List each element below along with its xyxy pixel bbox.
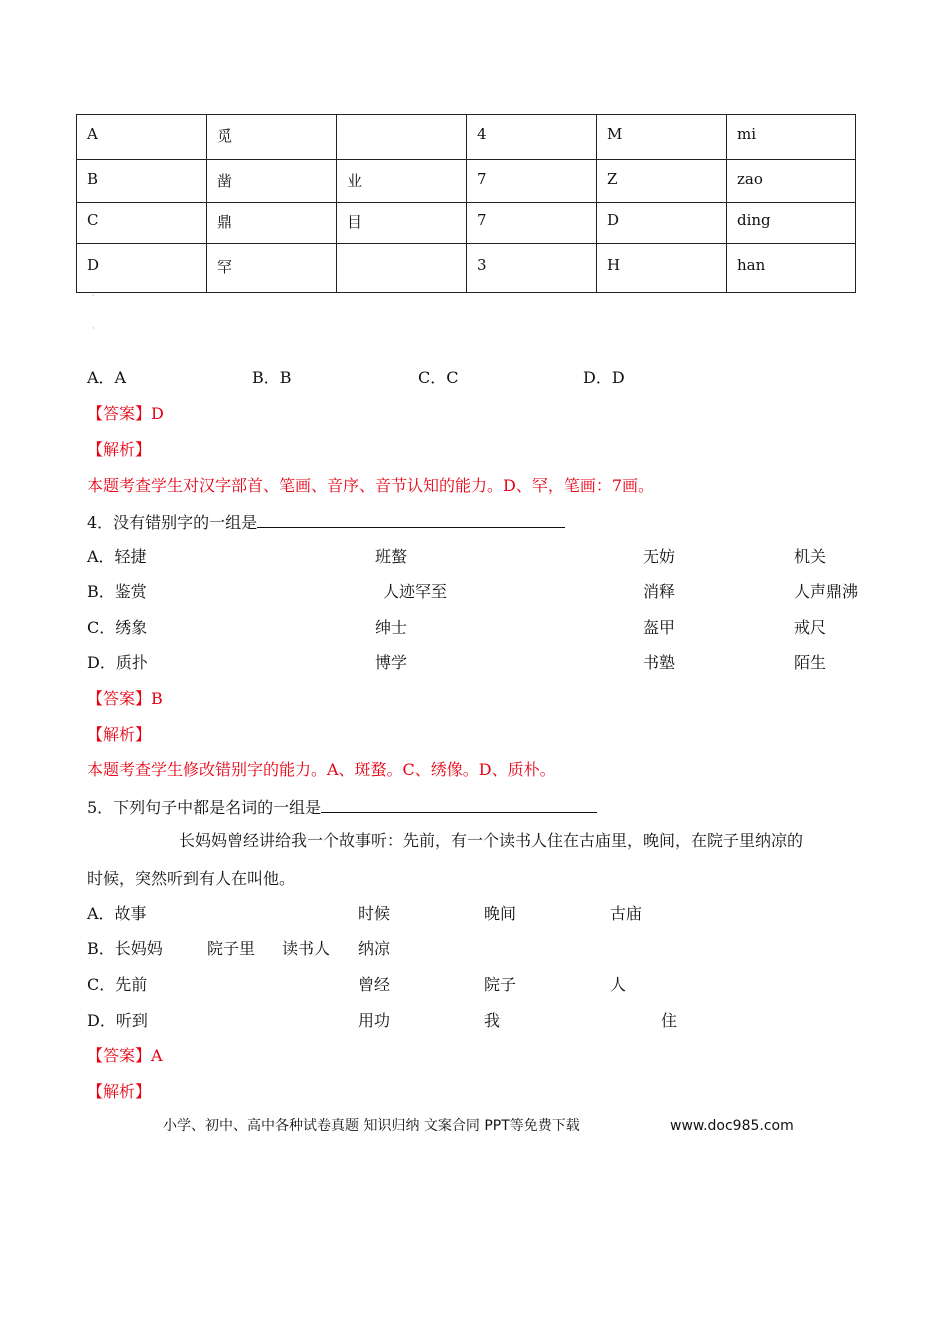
table-cell: C bbox=[77, 203, 207, 244]
q4-option-b-2: 人迹罕至 bbox=[383, 582, 448, 601]
table-cell: D bbox=[77, 244, 207, 293]
table-row bbox=[77, 115, 856, 160]
q4-analysis: 本题考查学生修改错别字的能力。A、斑蝥。C、绣像。D、质朴。 bbox=[87, 760, 556, 779]
q4-option-d-1: D．质扑 bbox=[87, 653, 148, 672]
q5-option-a-1: A．故事 bbox=[87, 904, 147, 923]
q5-option-d-1: D．听到 bbox=[87, 1011, 148, 1030]
q3-analysis: 本题考查学生对汉字部首、笔画、音序、音节认知的能力。D、罕，笔画：7画。 bbox=[87, 476, 655, 495]
q4-option-a-1: A．轻捷 bbox=[87, 547, 147, 566]
q5-option-b-2: 院子里 bbox=[207, 939, 256, 958]
q3-answer: 【答案】D bbox=[87, 404, 164, 423]
q4-stem-text: 4．没有错别字的一组是 bbox=[87, 513, 258, 532]
footer-text: 小学、初中、高中各种试卷真题 知识归纳 文案合同 PPT等免费下载 bbox=[163, 1118, 580, 1134]
q4-option-d-3: 书塾 bbox=[643, 653, 676, 672]
q5-option-d-3: 我 bbox=[484, 1011, 501, 1030]
q4-option-c-3: 盔甲 bbox=[643, 618, 676, 637]
q5-passage-line-1: 长妈妈曾经讲给我一个故事听：先前，有一个读书人住在古庙里，晚间，在院子里纳凉的 bbox=[179, 831, 804, 850]
table-cell: 7 bbox=[467, 160, 597, 203]
table-cell: 4 bbox=[467, 115, 597, 160]
table-cell: D bbox=[597, 203, 727, 244]
q5-option-a-4: 古庙 bbox=[610, 904, 643, 923]
q5-option-b-3: 读书人 bbox=[282, 939, 331, 958]
q5-option-d-4: 住 bbox=[661, 1011, 678, 1030]
q4-option-b-3: 消释 bbox=[643, 582, 676, 601]
q5-option-a-2: 时候 bbox=[358, 904, 391, 923]
q5-option-b-1: B．长妈妈 bbox=[87, 939, 163, 958]
q5-option-c-1: C．先前 bbox=[87, 975, 148, 994]
q4-option-d-2: 博学 bbox=[375, 653, 408, 672]
answer-blank bbox=[321, 796, 597, 813]
paragraph-mark: · bbox=[92, 291, 95, 300]
q5-stem bbox=[87, 796, 597, 818]
table-row bbox=[77, 203, 856, 244]
table-cell: 鼎 bbox=[207, 203, 337, 244]
q4-option-c-2: 绅士 bbox=[375, 618, 408, 637]
q4-option-c-4: 戒尺 bbox=[794, 618, 827, 637]
table-cell bbox=[337, 115, 467, 160]
q3-option-c: C．C bbox=[418, 368, 459, 387]
table-cell: 觅 bbox=[207, 115, 337, 160]
table-cell: B bbox=[77, 160, 207, 203]
q4-option-a-2: 班螯 bbox=[375, 547, 408, 566]
table-row bbox=[77, 244, 856, 293]
q4-option-b-4: 人声鼎沸 bbox=[794, 582, 859, 601]
q3-analysis-label: 【解析】 bbox=[87, 440, 152, 459]
q4-answer: 【答案】B bbox=[87, 689, 163, 708]
table-cell: A bbox=[77, 115, 207, 160]
q5-option-c-2: 曾经 bbox=[358, 975, 391, 994]
q5-answer: 【答案】A bbox=[87, 1046, 163, 1065]
q4-stem bbox=[87, 511, 565, 533]
q3-option-d: D．D bbox=[583, 368, 625, 387]
q4-option-a-3: 无妨 bbox=[643, 547, 676, 566]
table-cell: Z bbox=[597, 160, 727, 203]
q5-option-a-3: 晚间 bbox=[484, 904, 517, 923]
table-cell: zao bbox=[727, 160, 856, 203]
q4-analysis-label: 【解析】 bbox=[87, 725, 152, 744]
table-cell: 3 bbox=[467, 244, 597, 293]
table-cell: M bbox=[597, 115, 727, 160]
table-cell: 7 bbox=[467, 203, 597, 244]
table-cell bbox=[337, 244, 467, 293]
q5-option-b-4: 纳凉 bbox=[358, 939, 391, 958]
table-cell: H bbox=[597, 244, 727, 293]
q4-option-c-1: C．绣象 bbox=[87, 618, 148, 637]
table-cell: ding bbox=[727, 203, 856, 244]
table-row bbox=[77, 160, 856, 203]
q3-option-b: B．B bbox=[252, 368, 292, 387]
table-cell: 凿 bbox=[207, 160, 337, 203]
table-cell: 业 bbox=[337, 160, 467, 203]
footer-url[interactable]: www.doc985.com bbox=[670, 1118, 794, 1134]
q3-option-a: A．A bbox=[87, 368, 127, 387]
q5-analysis-label: 【解析】 bbox=[87, 1082, 152, 1101]
q4-option-b-1: B．鉴赏 bbox=[87, 582, 147, 601]
answer-blank bbox=[257, 511, 565, 528]
table-cell: 罕 bbox=[207, 244, 337, 293]
q5-passage-line-2: 时候，突然听到有人在叫他。 bbox=[87, 869, 296, 888]
info-table bbox=[76, 114, 856, 293]
q5-option-c-3: 院子 bbox=[484, 975, 517, 994]
q4-option-a-4: 机关 bbox=[794, 547, 827, 566]
q5-stem-text: 5．下列句子中都是名词的一组是 bbox=[87, 798, 322, 817]
paragraph-mark: · bbox=[92, 324, 95, 333]
q5-option-c-4: 人 bbox=[610, 975, 627, 994]
q5-option-d-2: 用功 bbox=[358, 1011, 391, 1030]
table-cell: han bbox=[727, 244, 856, 293]
table-cell: 目 bbox=[337, 203, 467, 244]
table-cell: mi bbox=[727, 115, 856, 160]
q4-option-d-4: 陌生 bbox=[794, 653, 827, 672]
